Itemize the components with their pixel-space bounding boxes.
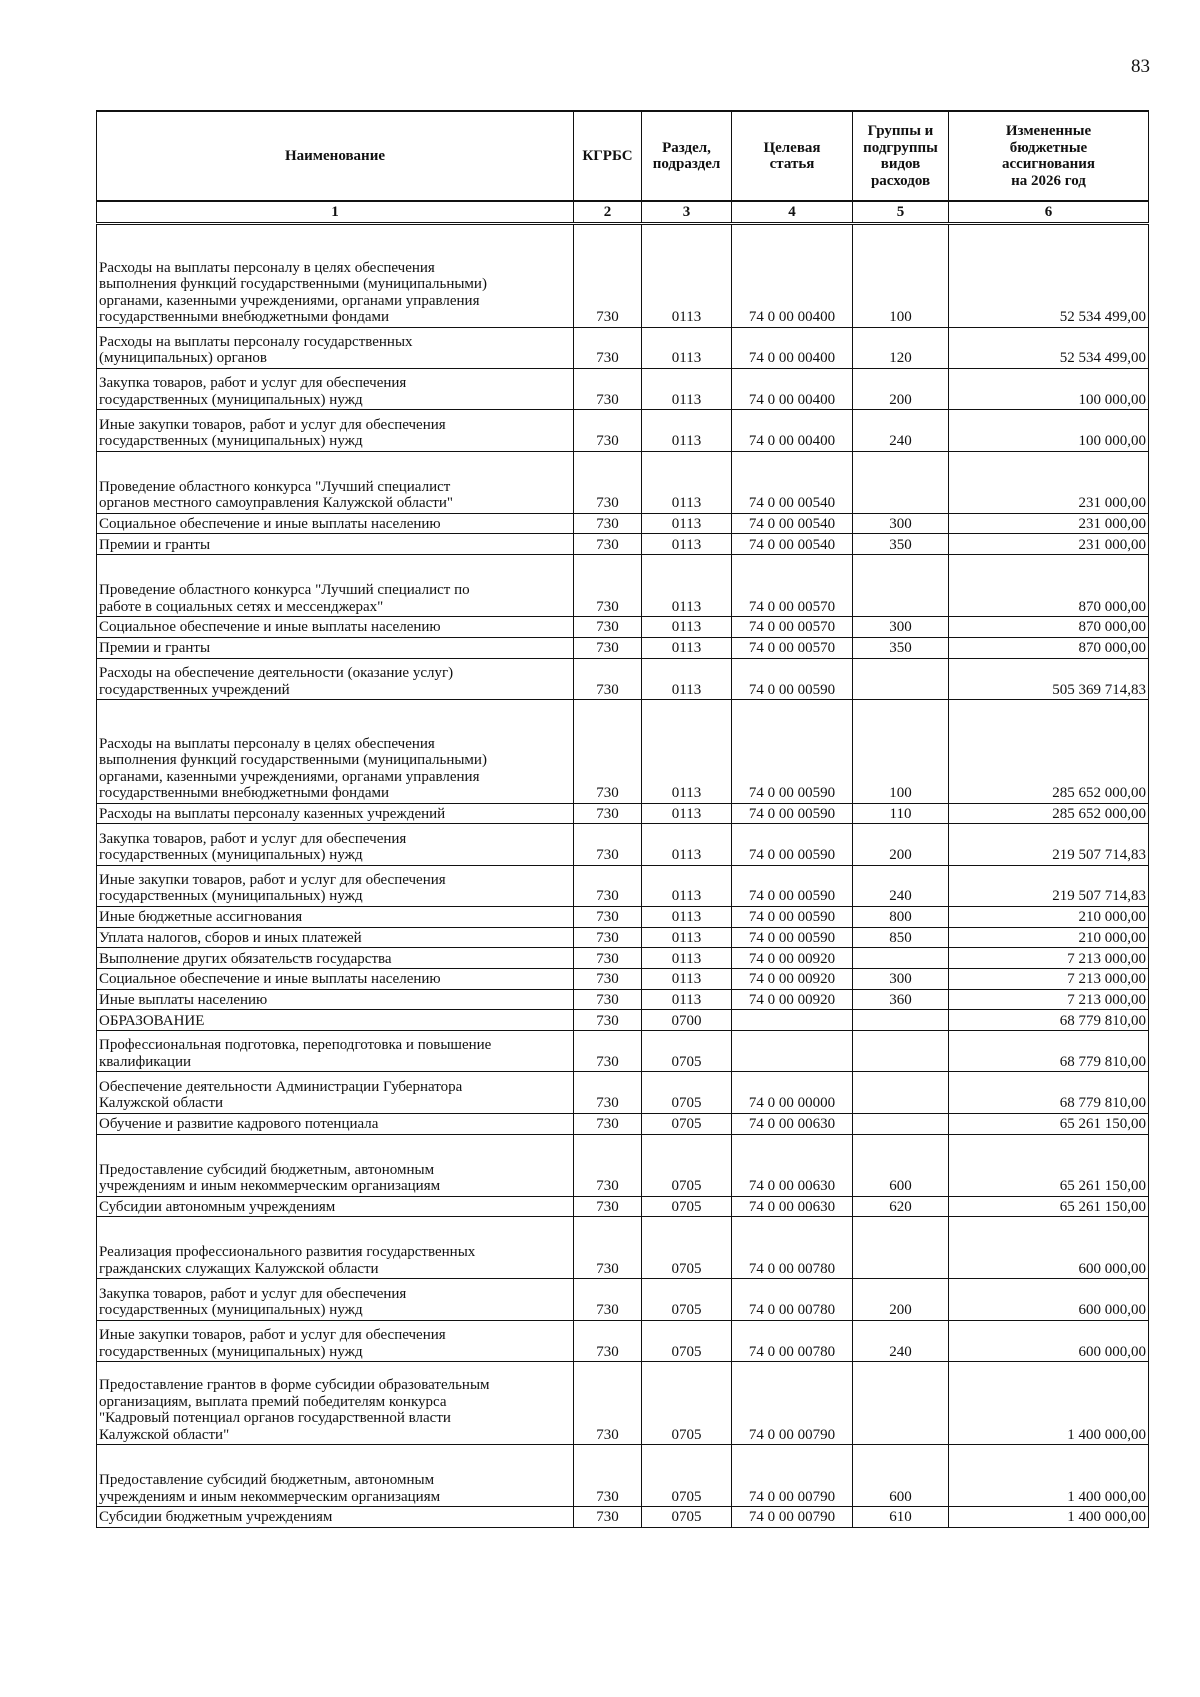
row-name-cell: Расходы на обеспечение деятельности (оказание услуг) государственных учреждений (97, 658, 574, 699)
header-target: Целевая статья (732, 111, 853, 201)
row-name-cell: Предоставление субсидий бюджетным, автономным учреждениям и иным некоммерческим организациям (97, 1134, 574, 1196)
table-row (97, 513, 1149, 534)
row-target-cell: 74 0 00 00590 (732, 927, 853, 948)
row-kgrbs-cell: 730 (574, 451, 642, 513)
row-name-cell: Профессиональная подготовка, переподготовка и повышение квалификации (97, 1031, 574, 1072)
table-row (97, 989, 1149, 1010)
row-name-cell: Уплата налогов, сборов и иных платежей (97, 927, 574, 948)
row-group-cell (853, 658, 949, 699)
row-kgrbs-cell: 730 (574, 989, 642, 1010)
row-group-cell (853, 1113, 949, 1134)
row-group-cell: 600 (853, 1445, 949, 1507)
row-target-cell: 74 0 00 00590 (732, 906, 853, 927)
row-target-cell: 74 0 00 00790 (732, 1507, 853, 1528)
row-amount-cell: 65 261 150,00 (949, 1134, 1149, 1196)
table-row (97, 927, 1149, 948)
row-group-cell (853, 1362, 949, 1445)
row-amount-cell: 100 000,00 (949, 368, 1149, 409)
row-target-cell: 74 0 00 00540 (732, 513, 853, 534)
row-section-cell: 0705 (642, 1072, 732, 1113)
row-amount-cell: 219 507 714,83 (949, 865, 1149, 906)
row-amount-cell: 870 000,00 (949, 637, 1149, 658)
row-amount-cell: 1 400 000,00 (949, 1362, 1149, 1445)
table-row (97, 555, 1149, 617)
row-group-cell (853, 1217, 949, 1279)
row-name-cell: Выполнение других обязательств государства (97, 948, 574, 969)
table-row (97, 368, 1149, 409)
row-section-cell: 0113 (642, 824, 732, 865)
row-target-cell: 74 0 00 00590 (732, 824, 853, 865)
row-amount-cell: 231 000,00 (949, 451, 1149, 513)
row-target-cell: 74 0 00 00630 (732, 1134, 853, 1196)
table-row (97, 865, 1149, 906)
row-group-cell: 200 (853, 1279, 949, 1320)
header-section: Раздел, подраздел (642, 111, 732, 201)
row-section-cell: 0113 (642, 803, 732, 824)
row-target-cell: 74 0 00 00920 (732, 989, 853, 1010)
row-target-cell (732, 1031, 853, 1072)
row-name-cell: Проведение областного конкурса "Лучший специалист по работе в социальных сетях и мессенджерах" (97, 555, 574, 617)
row-section-cell: 0113 (642, 989, 732, 1010)
row-amount-cell: 52 534 499,00 (949, 327, 1149, 368)
row-kgrbs-cell: 730 (574, 617, 642, 638)
row-name-cell: Расходы на выплаты персоналу казенных учреждений (97, 803, 574, 824)
row-section-cell: 0113 (642, 865, 732, 906)
row-name-cell: Иные закупки товаров, работ и услуг для обеспечения государственных (муниципальных) нужд (97, 1320, 574, 1361)
row-kgrbs-cell: 730 (574, 513, 642, 534)
row-target-cell: 74 0 00 00000 (732, 1072, 853, 1113)
row-section-cell: 0705 (642, 1362, 732, 1445)
row-group-cell (853, 1031, 949, 1072)
table-row (97, 1031, 1149, 1072)
row-name-cell: Иные закупки товаров, работ и услуг для обеспечения государственных (муниципальных) нужд (97, 410, 574, 451)
row-kgrbs-cell: 730 (574, 555, 642, 617)
row-name-cell: Социальное обеспечение и иные выплаты населению (97, 513, 574, 534)
row-section-cell: 0705 (642, 1217, 732, 1279)
row-target-cell: 74 0 00 00780 (732, 1217, 853, 1279)
header-kgrbs: КГРБС (574, 111, 642, 201)
row-name-cell: Субсидии автономным учреждениям (97, 1196, 574, 1217)
row-group-cell: 600 (853, 1134, 949, 1196)
row-name-cell: Иные выплаты населению (97, 989, 574, 1010)
row-section-cell: 0705 (642, 1445, 732, 1507)
table-row (97, 969, 1149, 990)
row-kgrbs-cell: 730 (574, 824, 642, 865)
row-target-cell: 74 0 00 00540 (732, 451, 853, 513)
row-section-cell: 0113 (642, 224, 732, 328)
row-amount-cell: 7 213 000,00 (949, 948, 1149, 969)
row-group-cell: 240 (853, 1320, 949, 1361)
row-name-cell: Реализация профессионального развития государственных гражданских служащих Калужской области (97, 1217, 574, 1279)
row-target-cell: 74 0 00 00400 (732, 224, 853, 328)
row-name-cell: Премии и гранты (97, 534, 574, 555)
row-section-cell: 0113 (642, 451, 732, 513)
row-group-cell: 350 (853, 637, 949, 658)
row-section-cell: 0113 (642, 906, 732, 927)
row-group-cell (853, 1072, 949, 1113)
row-amount-cell: 600 000,00 (949, 1320, 1149, 1361)
row-amount-cell: 600 000,00 (949, 1217, 1149, 1279)
row-target-cell: 74 0 00 00570 (732, 555, 853, 617)
table-row (97, 327, 1149, 368)
row-section-cell: 0113 (642, 658, 732, 699)
row-section-cell: 0113 (642, 327, 732, 368)
table-row (97, 410, 1149, 451)
column-number: 2 (574, 201, 642, 224)
row-name-cell: ОБРАЗОВАНИЕ (97, 1010, 574, 1031)
row-amount-cell: 100 000,00 (949, 410, 1149, 451)
row-kgrbs-cell: 730 (574, 1320, 642, 1361)
row-group-cell (853, 1010, 949, 1031)
row-amount-cell: 1 400 000,00 (949, 1445, 1149, 1507)
table-row (97, 1362, 1149, 1445)
row-group-cell (853, 451, 949, 513)
row-name-cell: Расходы на выплаты персоналу в целях обеспечения выполнения функций государственными (муниципальными) органами, казенными учреждениями, органами управления государственными внебюджетными фондами (97, 224, 574, 328)
row-section-cell: 0113 (642, 555, 732, 617)
row-amount-cell: 65 261 150,00 (949, 1113, 1149, 1134)
row-name-cell: Предоставление грантов в форме субсидии образовательным организациям, выплата премий победителям конкурса "Кадровый потенциал органов государственной власти Калужской области" (97, 1362, 574, 1445)
row-name-cell: Социальное обеспечение и иные выплаты населению (97, 617, 574, 638)
row-group-cell: 110 (853, 803, 949, 824)
row-section-cell: 0700 (642, 1010, 732, 1031)
row-section-cell: 0113 (642, 617, 732, 638)
table-row (97, 1320, 1149, 1361)
row-section-cell: 0705 (642, 1031, 732, 1072)
row-section-cell: 0113 (642, 534, 732, 555)
row-target-cell: 74 0 00 00630 (732, 1196, 853, 1217)
row-group-cell: 300 (853, 513, 949, 534)
row-name-cell: Закупка товаров, работ и услуг для обеспечения государственных (муниципальных) нужд (97, 1279, 574, 1320)
row-name-cell: Субсидии бюджетным учреждениям (97, 1507, 574, 1528)
row-name-cell: Расходы на выплаты персоналу государственных (муниципальных) органов (97, 327, 574, 368)
row-section-cell: 0705 (642, 1279, 732, 1320)
row-kgrbs-cell: 730 (574, 534, 642, 555)
row-amount-cell: 231 000,00 (949, 534, 1149, 555)
row-section-cell: 0113 (642, 927, 732, 948)
row-kgrbs-cell: 730 (574, 969, 642, 990)
table-row (97, 1072, 1149, 1113)
row-group-cell (853, 948, 949, 969)
column-number: 3 (642, 201, 732, 224)
table-row (97, 1445, 1149, 1507)
row-amount-cell: 231 000,00 (949, 513, 1149, 534)
row-kgrbs-cell: 730 (574, 700, 642, 804)
row-kgrbs-cell: 730 (574, 927, 642, 948)
row-group-cell: 300 (853, 617, 949, 638)
row-section-cell: 0705 (642, 1196, 732, 1217)
column-number: 5 (853, 201, 949, 224)
row-section-cell: 0113 (642, 513, 732, 534)
header-name: Наименование (97, 111, 574, 201)
row-amount-cell: 210 000,00 (949, 927, 1149, 948)
row-group-cell: 240 (853, 410, 949, 451)
row-target-cell: 74 0 00 00920 (732, 969, 853, 990)
row-group-cell: 200 (853, 824, 949, 865)
row-kgrbs-cell: 730 (574, 948, 642, 969)
table-row (97, 224, 1149, 328)
row-target-cell: 74 0 00 00780 (732, 1320, 853, 1361)
row-kgrbs-cell: 730 (574, 327, 642, 368)
header-amount: Измененные бюджетные ассигнования на 2026 год (949, 111, 1149, 201)
page-number: 83 (1131, 56, 1150, 77)
row-kgrbs-cell: 730 (574, 1445, 642, 1507)
column-number-row (97, 201, 1149, 224)
header-groups: Группы и подгруппы видов расходов (853, 111, 949, 201)
column-number: 6 (949, 201, 1149, 224)
row-kgrbs-cell: 730 (574, 803, 642, 824)
row-amount-cell: 68 779 810,00 (949, 1010, 1149, 1031)
table-row (97, 824, 1149, 865)
row-kgrbs-cell: 730 (574, 368, 642, 409)
table-row (97, 1134, 1149, 1196)
row-kgrbs-cell: 730 (574, 224, 642, 328)
table-row (97, 803, 1149, 824)
row-kgrbs-cell: 730 (574, 637, 642, 658)
row-group-cell: 100 (853, 224, 949, 328)
row-kgrbs-cell: 730 (574, 1010, 642, 1031)
column-number: 4 (732, 201, 853, 224)
row-target-cell (732, 1010, 853, 1031)
row-amount-cell: 210 000,00 (949, 906, 1149, 927)
row-name-cell: Премии и гранты (97, 637, 574, 658)
row-name-cell: Расходы на выплаты персоналу в целях обеспечения выполнения функций государственными (муниципальными) органами, казенными учреждениями, органами управления государственными внебюджетными фондами (97, 700, 574, 804)
row-kgrbs-cell: 730 (574, 1031, 642, 1072)
row-target-cell: 74 0 00 00790 (732, 1445, 853, 1507)
row-section-cell: 0705 (642, 1134, 732, 1196)
row-kgrbs-cell: 730 (574, 1362, 642, 1445)
table-row (97, 617, 1149, 638)
row-name-cell: Иные закупки товаров, работ и услуг для обеспечения государственных (муниципальных) нужд (97, 865, 574, 906)
table-row (97, 948, 1149, 969)
row-amount-cell: 68 779 810,00 (949, 1031, 1149, 1072)
row-amount-cell: 285 652 000,00 (949, 803, 1149, 824)
row-amount-cell: 870 000,00 (949, 617, 1149, 638)
table-row (97, 1196, 1149, 1217)
table-row (97, 1217, 1149, 1279)
row-group-cell: 850 (853, 927, 949, 948)
row-name-cell: Проведение областного конкурса "Лучший специалист органов местного самоуправления Калужской области" (97, 451, 574, 513)
row-group-cell: 800 (853, 906, 949, 927)
table-row (97, 1507, 1149, 1528)
row-target-cell: 74 0 00 00790 (732, 1362, 853, 1445)
row-target-cell: 74 0 00 00570 (732, 637, 853, 658)
table-row (97, 1279, 1149, 1320)
row-group-cell: 300 (853, 969, 949, 990)
table-row (97, 451, 1149, 513)
row-amount-cell: 52 534 499,00 (949, 224, 1149, 328)
row-amount-cell: 219 507 714,83 (949, 824, 1149, 865)
row-kgrbs-cell: 730 (574, 906, 642, 927)
row-name-cell: Обучение и развитие кадрового потенциала (97, 1113, 574, 1134)
row-section-cell: 0705 (642, 1320, 732, 1361)
row-kgrbs-cell: 730 (574, 1072, 642, 1113)
row-group-cell: 240 (853, 865, 949, 906)
row-kgrbs-cell: 730 (574, 1134, 642, 1196)
row-target-cell: 74 0 00 00590 (732, 658, 853, 699)
row-group-cell: 620 (853, 1196, 949, 1217)
table-row (97, 906, 1149, 927)
row-target-cell: 74 0 00 00630 (732, 1113, 853, 1134)
row-amount-cell: 505 369 714,83 (949, 658, 1149, 699)
row-name-cell: Обеспечение деятельности Администрации Губернатора Калужской области (97, 1072, 574, 1113)
row-section-cell: 0705 (642, 1113, 732, 1134)
table-header-row (97, 111, 1149, 201)
row-amount-cell: 68 779 810,00 (949, 1072, 1149, 1113)
row-kgrbs-cell: 730 (574, 1113, 642, 1134)
row-amount-cell: 600 000,00 (949, 1279, 1149, 1320)
row-target-cell: 74 0 00 00400 (732, 327, 853, 368)
row-target-cell: 74 0 00 00590 (732, 865, 853, 906)
row-section-cell: 0113 (642, 410, 732, 451)
row-target-cell: 74 0 00 00400 (732, 368, 853, 409)
row-target-cell: 74 0 00 00570 (732, 617, 853, 638)
row-group-cell: 120 (853, 327, 949, 368)
row-group-cell: 200 (853, 368, 949, 409)
row-target-cell: 74 0 00 00540 (732, 534, 853, 555)
row-target-cell: 74 0 00 00920 (732, 948, 853, 969)
table-row (97, 1113, 1149, 1134)
row-amount-cell: 7 213 000,00 (949, 969, 1149, 990)
row-amount-cell: 1 400 000,00 (949, 1507, 1149, 1528)
row-section-cell: 0113 (642, 948, 732, 969)
row-group-cell: 100 (853, 700, 949, 804)
row-name-cell: Закупка товаров, работ и услуг для обеспечения государственных (муниципальных) нужд (97, 368, 574, 409)
table-row (97, 1010, 1149, 1031)
row-section-cell: 0113 (642, 368, 732, 409)
row-name-cell: Иные бюджетные ассигнования (97, 906, 574, 927)
row-kgrbs-cell: 730 (574, 1507, 642, 1528)
row-target-cell: 74 0 00 00400 (732, 410, 853, 451)
row-section-cell: 0113 (642, 969, 732, 990)
table-row (97, 700, 1149, 804)
column-number: 1 (97, 201, 574, 224)
row-target-cell: 74 0 00 00780 (732, 1279, 853, 1320)
row-kgrbs-cell: 730 (574, 410, 642, 451)
row-name-cell: Предоставление субсидий бюджетным, автономным учреждениям и иным некоммерческим организациям (97, 1445, 574, 1507)
row-name-cell: Социальное обеспечение и иные выплаты населению (97, 969, 574, 990)
row-group-cell (853, 555, 949, 617)
row-group-cell: 610 (853, 1507, 949, 1528)
row-section-cell: 0113 (642, 700, 732, 804)
table-row (97, 658, 1149, 699)
row-section-cell: 0113 (642, 637, 732, 658)
row-name-cell: Закупка товаров, работ и услуг для обеспечения государственных (муниципальных) нужд (97, 824, 574, 865)
row-target-cell: 74 0 00 00590 (732, 700, 853, 804)
row-section-cell: 0705 (642, 1507, 732, 1528)
table-row (97, 534, 1149, 555)
row-kgrbs-cell: 730 (574, 1196, 642, 1217)
row-group-cell: 360 (853, 989, 949, 1010)
row-kgrbs-cell: 730 (574, 1217, 642, 1279)
row-kgrbs-cell: 730 (574, 865, 642, 906)
row-amount-cell: 870 000,00 (949, 555, 1149, 617)
table-row (97, 637, 1149, 658)
row-amount-cell: 7 213 000,00 (949, 989, 1149, 1010)
row-kgrbs-cell: 730 (574, 1279, 642, 1320)
row-amount-cell: 65 261 150,00 (949, 1196, 1149, 1217)
budget-table (96, 110, 1149, 1528)
row-target-cell: 74 0 00 00590 (732, 803, 853, 824)
row-group-cell: 350 (853, 534, 949, 555)
row-amount-cell: 285 652 000,00 (949, 700, 1149, 804)
row-kgrbs-cell: 730 (574, 658, 642, 699)
